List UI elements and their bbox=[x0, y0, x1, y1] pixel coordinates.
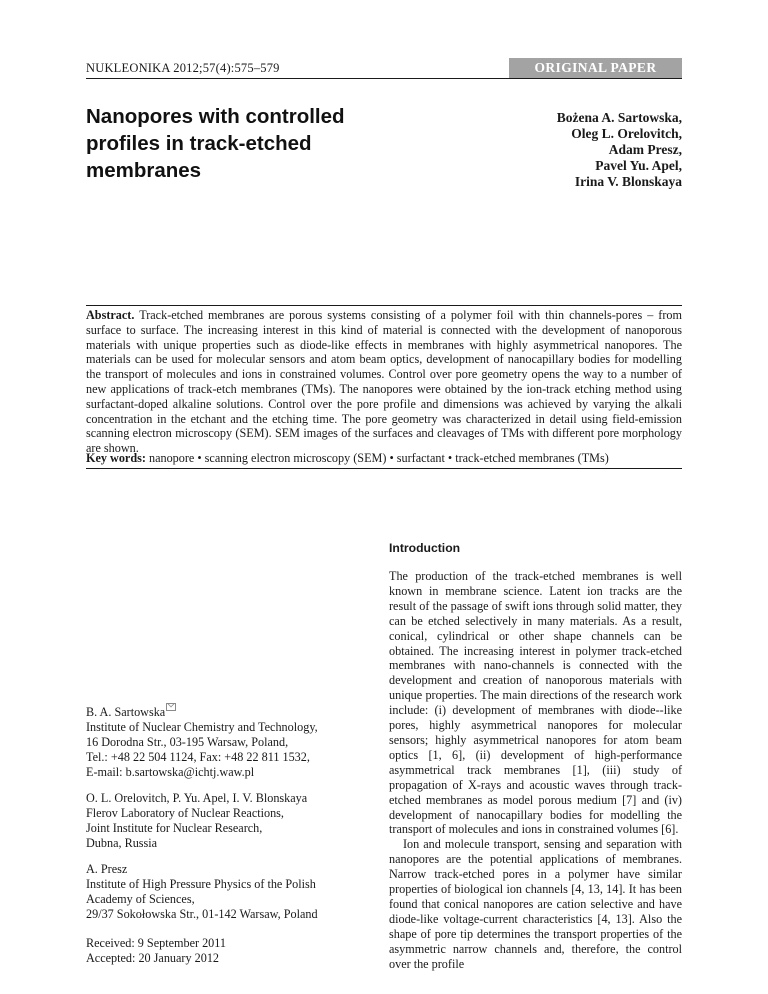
keywords-bottom-divider bbox=[86, 468, 682, 469]
author-name: Irina V. Blonskaya bbox=[574, 174, 682, 189]
abstract-label: Abstract. bbox=[86, 308, 135, 322]
affiliation-line: O. L. Orelovitch, P. Yu. Apel, I. V. Blonskaya bbox=[86, 791, 308, 805]
affiliation-line: Tel.: +48 22 504 1124, Fax: +48 22 811 1532, bbox=[86, 750, 310, 764]
affiliation-line: A. Presz bbox=[86, 862, 128, 876]
author-name: Oleg L. Orelovitch, bbox=[571, 126, 682, 141]
accepted-date: Accepted: 20 January 2012 bbox=[86, 951, 220, 965]
received-date: Received: 9 September 2011 bbox=[86, 936, 227, 950]
affiliation-corresponding bbox=[86, 703, 346, 780]
author-name: Adam Presz, bbox=[608, 142, 682, 157]
section-heading: Introduction bbox=[389, 541, 461, 555]
introduction-body bbox=[389, 569, 682, 971]
keywords-text: nanopore • scanning electron microscopy (SEM) • surfactant • track-etched membranes (TMs) bbox=[148, 451, 609, 465]
abstract-top-divider bbox=[86, 305, 682, 306]
affiliation-line: Institute of High Pressure Physics of the Polish bbox=[86, 877, 316, 891]
affiliations-column bbox=[86, 703, 346, 966]
abstract bbox=[86, 308, 682, 456]
author-name: Bożena A. Sartowska, bbox=[556, 110, 682, 125]
author-list bbox=[442, 110, 682, 190]
affiliation-line: 29/37 Sokołowska Str., 01-142 Warsaw, Poland bbox=[86, 907, 318, 921]
keywords bbox=[86, 451, 682, 466]
affiliation-line: Dubna, Russia bbox=[86, 836, 158, 850]
paragraph: The production of the track-etched membranes is well known in membrane science. Latent ion tracks are the result of the passage of swift ions through solid matter, they can be etched selectively in many materials. As a result, conical, cylindrical or other shape channels can be obtained. The increasing interest in polymer track-etched membranes with nano-channels is connected with the development and creation of nanoporous materials with unique properties. The main directions of the research work include: (i) development of membranes with diode--like pores, highly asymmetrical nanopores for molecular sensors; highly asymmetrical nanopores for atom beam optics [1, 6], (ii) development of high-performance asymmetrical track membranes [1], (iii) study of propagation of X-rays and acoustic waves through track-etched membranes as model porous medium [7] and (iv) development of nanocapillary bodies for modelling the transport of molecules and ions in constrained volumes [6]. bbox=[389, 569, 682, 837]
affiliation-line: Academy of Sciences, bbox=[86, 892, 195, 906]
submission-dates bbox=[86, 936, 346, 966]
email-link[interactable]: E-mail: b.sartowska@ichtj.waw.pl bbox=[86, 765, 255, 779]
paragraph: Ion and molecule transport, sensing and separation with nanopores are the potential applications of membranes. Narrow track-etched pores in a polymer have similar properties of biological ion channels [4, 13, 14]. It has been found that conical nanopores are cation selective and have diode-like voltage-current characteristics [4, 13]. Also the shape of pore tip determines the transport properties of the asymmetric narrow channels and, therefore, the control over the profile bbox=[389, 837, 682, 971]
envelope-icon bbox=[166, 703, 176, 711]
abstract-text: Track-etched membranes are porous systems consisting of a polymer foil with thin channels-pores – from surface to surface. The increasing interest in this kind of material is connected with the development of nanoporous materials with unique properties such as diode-like effects in membranes with highly asymmetrical nanopores. The materials can be used for molecular sensors and atom beam optics, development of nanocapillary bodies for modelling the transport of molecules and ions in constrained volumes. Control over pore geometry opens the way to a number of new applications of track-etch membranes (TMs). The nanopores were obtained by the ion-track etching method using surfactant-doped alkaline solutions. Control over the pore profile and dimensions was achieved by varying the alkali concentration in the etchant and the etching time. The pore geometry was characterized in detail using field-emission scanning electron microscopy (SEM). SEM images of the surfaces and cleavages of TMs with different pore morphology are shown. bbox=[86, 308, 683, 456]
author-name: Pavel Yu. Apel, bbox=[595, 158, 682, 173]
header-divider bbox=[86, 78, 682, 79]
paper-type-badge: ORIGINAL PAPER bbox=[509, 58, 682, 78]
affiliation-jinr bbox=[86, 791, 346, 851]
affiliation-line: Institute of Nuclear Chemistry and Technology, bbox=[86, 720, 318, 734]
paper-title: Nanopores with controlled profiles in track-etched membranes bbox=[86, 105, 345, 182]
keywords-label: Key words: bbox=[86, 451, 146, 465]
affiliation-high-pressure bbox=[86, 862, 346, 922]
affiliation-line: Joint Institute for Nuclear Research, bbox=[86, 821, 263, 835]
affiliation-line: 16 Dorodna Str., 03-195 Warsaw, Poland, bbox=[86, 735, 289, 749]
journal-citation: NUKLEONIKA 2012;57(4):575–579 bbox=[86, 61, 280, 75]
corresponding-author-name: B. A. Sartowska bbox=[86, 705, 166, 719]
affiliation-line: Flerov Laboratory of Nuclear Reactions, bbox=[86, 806, 284, 820]
